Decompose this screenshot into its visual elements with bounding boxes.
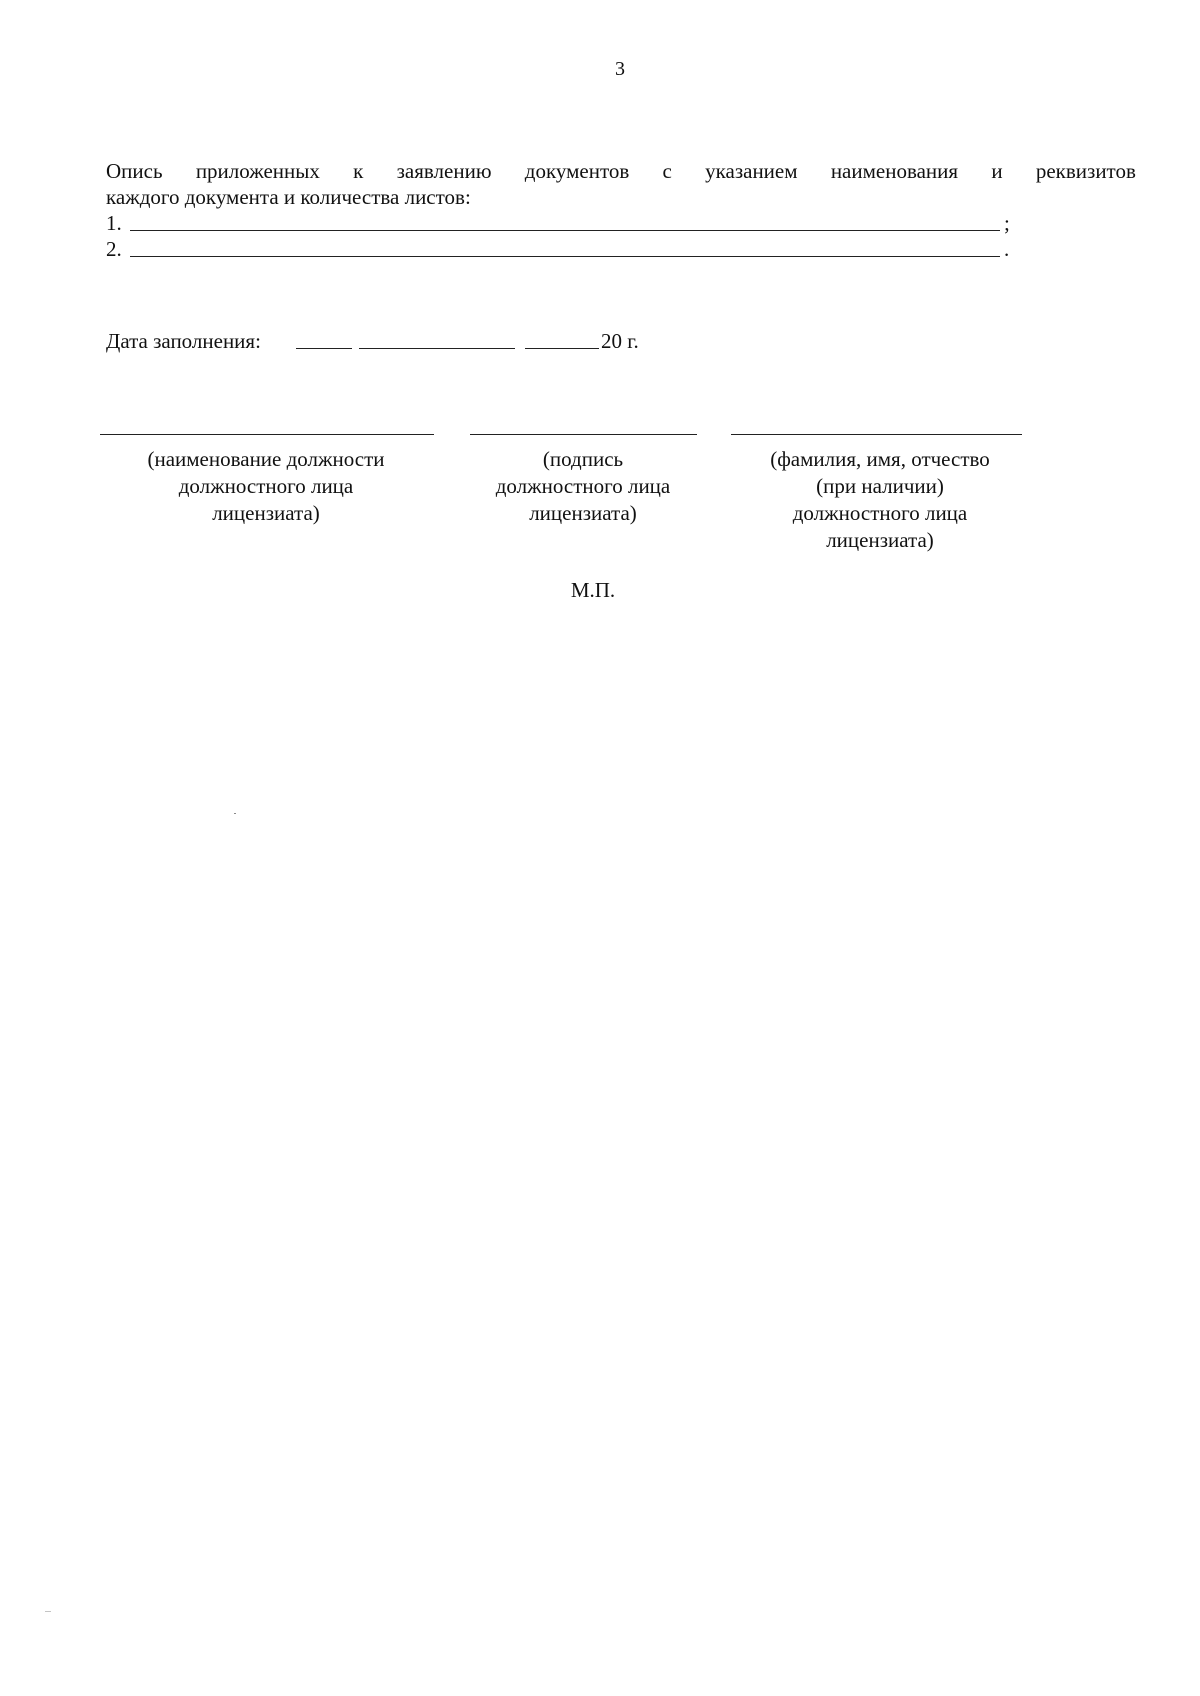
date-year-blank[interactable] [525, 348, 599, 349]
intro-line-1 [106, 158, 1136, 184]
caption-line: должностного лица [495, 474, 671, 498]
intro-word: заявлению [396, 159, 492, 183]
inventory-item-end-mark: ; [1004, 211, 1010, 235]
intro-word: Опись [106, 159, 163, 183]
page-number: 3 [615, 58, 625, 80]
inventory-intro [106, 158, 1136, 210]
scan-speck [45, 1611, 51, 1612]
intro-word: реквизитов [1035, 159, 1136, 183]
intro-word: указанием [705, 159, 798, 183]
intro-word: с [662, 159, 672, 183]
caption-line: лицензиата) [826, 528, 934, 552]
stamp-place-label: М.П. [570, 578, 616, 602]
full-name-signature-line[interactable] [731, 434, 1022, 435]
date-year-suffix: 20 г. [601, 329, 639, 353]
caption-line: (при наличии) [816, 474, 944, 498]
inventory-item-2 [106, 236, 1010, 262]
intro-word: документов [524, 159, 630, 183]
caption-line: должностного лица [178, 474, 354, 498]
scan-speck [234, 813, 236, 814]
date-day-blank[interactable] [296, 348, 352, 349]
date-month-blank[interactable] [359, 348, 515, 349]
intro-word: к [353, 159, 364, 183]
signature-caption [473, 446, 693, 527]
inventory-item-end-mark: . [1004, 237, 1010, 261]
caption-line: должностного лица [792, 501, 968, 525]
signature-line[interactable] [470, 434, 697, 435]
intro-line-2: каждого документа и количества листов: [106, 185, 471, 209]
position-signature-line[interactable] [100, 434, 434, 435]
caption-line: (фамилия, имя, отчество [770, 447, 990, 471]
caption-line: (наименование должности [147, 447, 385, 471]
intro-word: приложенных [195, 159, 320, 183]
caption-line: (подпись [542, 447, 624, 471]
date-label: Дата заполнения: [106, 329, 261, 353]
inventory-item-blank[interactable] [130, 230, 1000, 231]
intro-word: наименования [830, 159, 959, 183]
caption-line: лицензиата) [212, 501, 320, 525]
inventory-item-number: 1. [106, 211, 122, 235]
position-caption [116, 446, 416, 527]
inventory-item-1 [106, 210, 1010, 236]
caption-line: лицензиата) [529, 501, 637, 525]
inventory-item-blank[interactable] [130, 256, 1000, 257]
inventory-item-number: 2. [106, 237, 122, 261]
intro-word: и [991, 159, 1003, 183]
full-name-caption [735, 446, 1025, 554]
